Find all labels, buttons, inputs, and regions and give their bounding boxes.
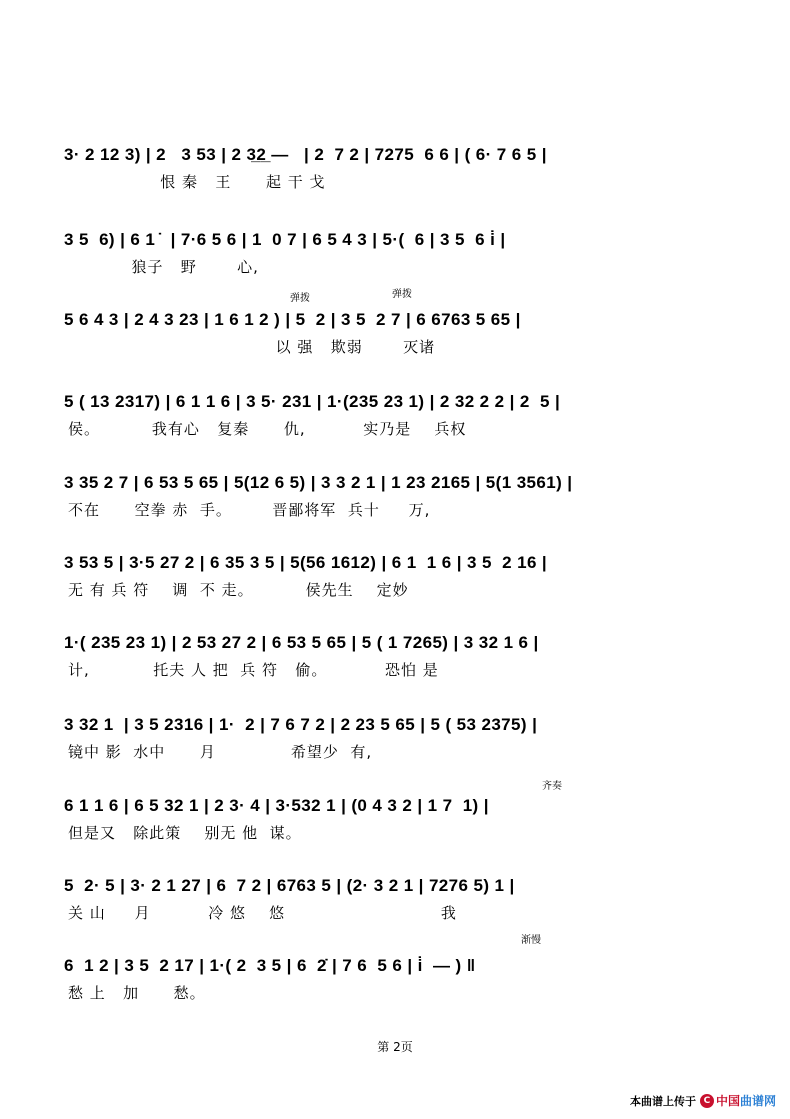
lyrics-line: 侯。 我有心 复秦 仇, 实乃是 兵权 [68,420,467,438]
score-line-9 [0,781,790,865]
music-notation-line: 5 6 4 3 | 2 4 3 23 | 1 6 1 2 ) | 5 2 | 3 5 2 7 | 6 6763 5 65 | [64,310,521,329]
music-notation-line: 3 5 6) | 6 1 ̇ | 7·6 5 6 | 1 0 7 | 6 5 4 3 | 5·( 6 | 3 5 6 i̇ | [64,230,506,249]
music-notation-line: 6 1 1 6 | 6 5 32 1 | 2 3· 4 | 3·532 1 | (0 4 3 2 | 1 7 1) | [64,796,489,815]
performance-mark: 齐奏 [542,781,562,792]
lyrics-line: 狼子 野 心, [68,258,259,276]
music-notation-line: 5 2· 5 | 3· 2 1 27 | 6 7 2 | 6763 5 | (2· 3 2 1 | 7276 5) 1 | [64,876,515,895]
lyrics-line: 恨 秦 王 起 干 戈 [68,173,326,191]
performance-mark: 弹拨 [290,293,310,304]
logo-icon: C [700,1094,714,1108]
score-line-7 [0,632,790,702]
music-notation-line: 3· 2 12 3) | 2 3 53 | 2 3̲2̲ — | 2 7 2 | 7275 6 6 | ( 6· 7 6 5 | [64,145,547,164]
score-line-11 [0,935,790,1025]
music-notation-line: 3 53 5 | 3·5 27 2 | 6 35 3 5 | 5(56 1612) | 6 1 1 6 | 3 5 2 16 | [64,553,548,572]
score-line-3 [0,289,790,379]
site-logo[interactable] [700,1092,776,1109]
music-notation-line: 5 ( 13 2317) | 6 1 1 6 | 3 5· 231 | 1·(235 23 1) | 2 32 2 2 | 2 5 | [64,392,561,411]
lyrics-line: 关 山 月 冷 悠 悠 我 [68,904,457,922]
score-line-5 [0,472,790,542]
lyrics-line: 计, 托夫 人 把 兵 符 偷。 恐怕 是 [68,661,439,679]
performance-mark: 渐慢 [521,935,541,946]
music-notation-line: 3 32 1 | 3 5 2316 | 1· 2 | 7 6 7 2 | 2 23 5 65 | 5 ( 53 2375) | [64,715,538,734]
lyrics-line: 镜中 影 水中 月 希望少 有, [68,743,373,761]
music-notation-line: 3 35 2 7 | 6 53 5 65 | 5(12 6 5) | 3 3 2 1 | 1 23 2165 | 5(1 3561) | [64,473,573,492]
logo-text-qupu: 曲谱网 [739,1094,776,1108]
lyrics-line: 但是又 除此策 别无 他 谋。 [68,824,302,842]
music-notation-line: 6 1 2 | 3 5 2 17 | 1·( 2 3 5 | 6 2̇ | 7 6 5 6 | i̇ — ) ‖ [64,956,476,975]
lyrics-line: 愁 上 加 愁。 [68,984,206,1002]
lyrics-line: 不在 空拳 赤 手。 晋鄙将军 兵十 万, [68,501,431,519]
score-line-10 [0,875,790,945]
score-line-4 [0,391,790,461]
performance-mark: 弹拨 [392,289,412,300]
lyrics-line: 无 有 兵 符 调 不 走。 侯先生 定妙 [68,581,409,599]
music-notation-line: 1·( 235 23 1) | 2 53 27 2 | 6 53 5 65 | 5 ( 1 7265) | 3 32 1 6 | [64,633,539,652]
score-line-8 [0,714,790,784]
score-line-6 [0,552,790,622]
score-line-1 [0,144,790,214]
lyrics-line: 以 强 欺弱 灭诸 [68,338,436,356]
footer-credit [630,1092,776,1109]
footer-text: 本曲谱上传于 [629,1094,696,1108]
page-number: 第 2页 [377,1040,413,1054]
logo-text-cn: 中国 [715,1094,740,1108]
